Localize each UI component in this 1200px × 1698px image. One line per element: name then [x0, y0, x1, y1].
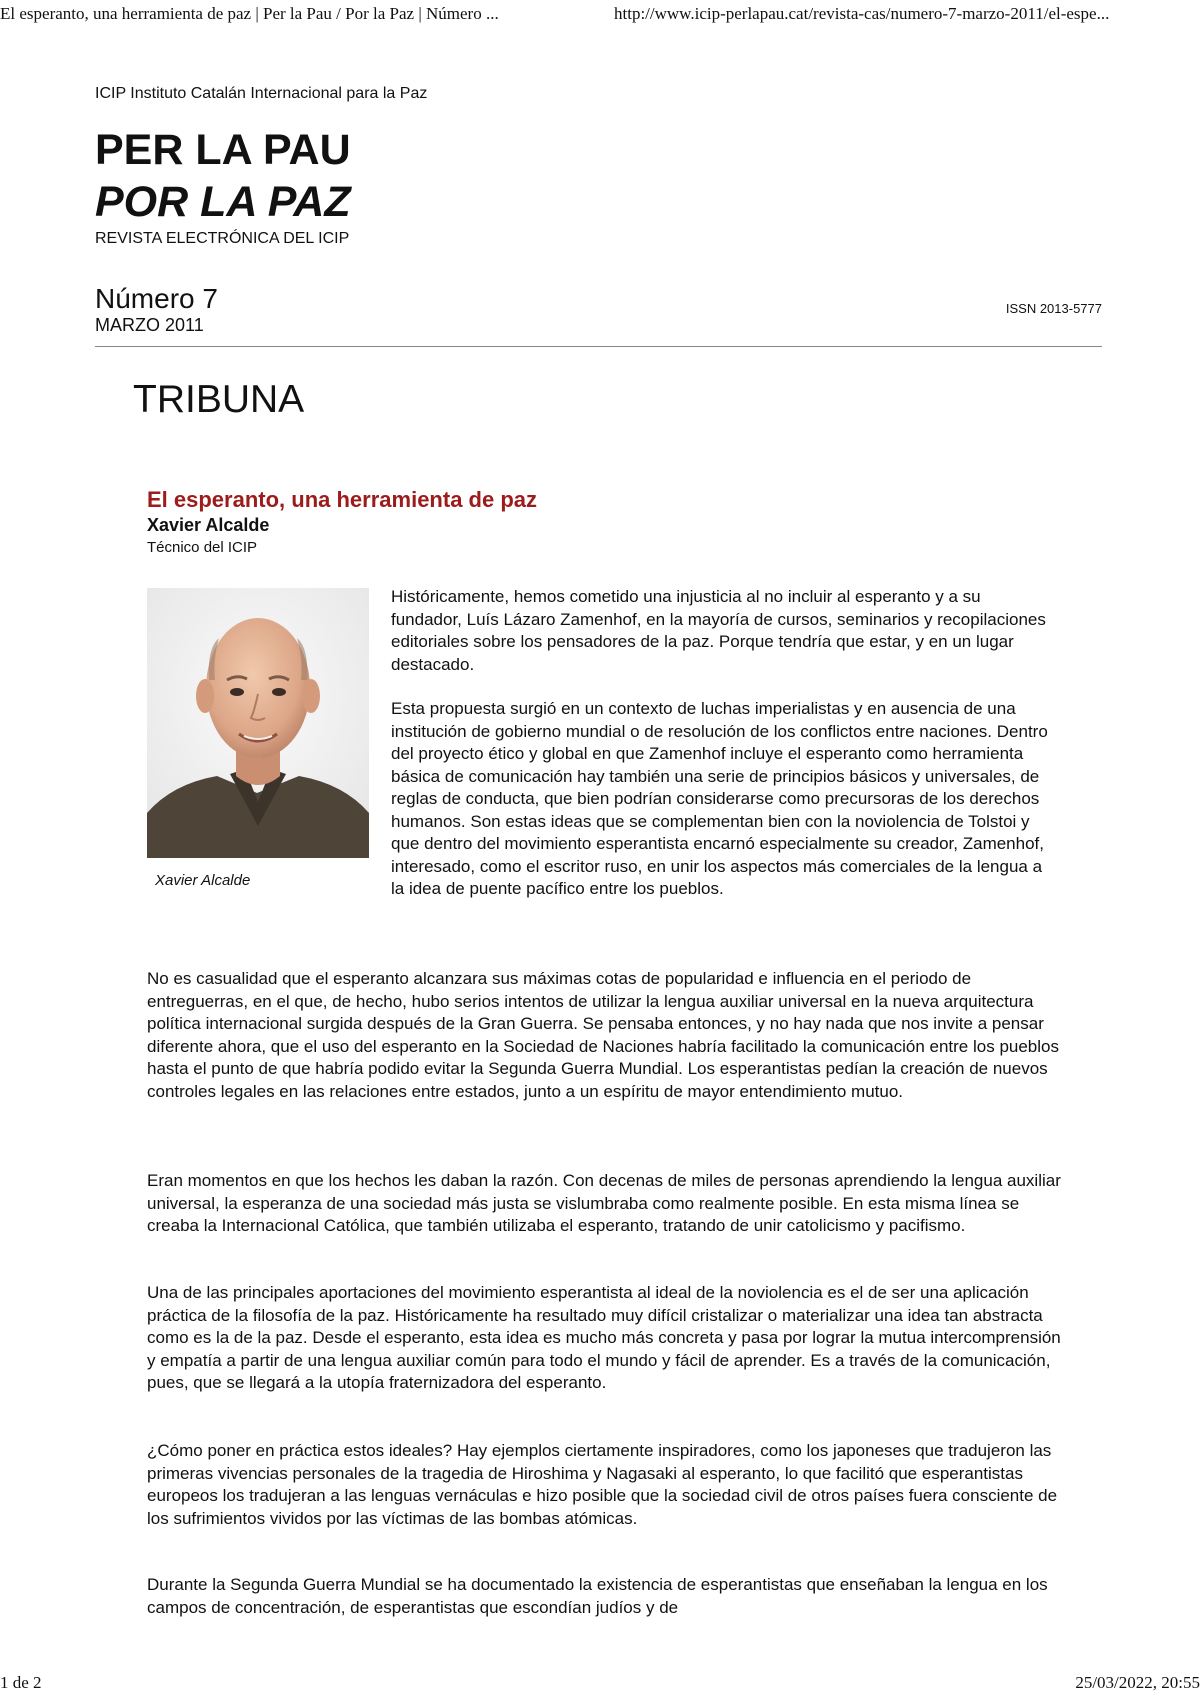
print-url: http://www.icip-perlapau.cat/revista-cas/numero-7-marzo-2011/el-espe...: [614, 4, 1110, 23]
print-header: [0, 4, 1200, 28]
author-role: Técnico del ICIP: [147, 539, 258, 556]
masthead-subtitle: REVISTA ELECTRÓNICA DEL ICIP: [95, 230, 350, 247]
masthead-title-line2: POR LA PAZ: [95, 178, 351, 226]
photo-caption: Xavier Alcalde: [155, 872, 251, 889]
header-divider: [95, 346, 1102, 347]
masthead-title-line1: PER LA PAU: [95, 126, 351, 174]
article-paragraph: No es casualidad que el esperanto alcanzara sus máximas cotas de popularidad e influencia en el periodo de entreguerras, en el que, de hecho, hubo serios intentos de utilizar la lengua auxiliar universal en la nueva arquitectura política internacional surgida después de la Gran Guerra. Se pensaba entonces, y no hay nada que nos invite a pensar diferente ahora, que el uso del esperanto en la Sociedad de Naciones habría facilitado la comunicación entre los pueblos hasta el punto de que habría podido evitar la Segunda Guerra Mundial. Los esperantistas pedían la creación de nuevos controles legales en las relaciones entre estados, junto a un espíritu de mayor entendimiento mutuo.: [147, 969, 1059, 1101]
issue-date: MARZO 2011: [95, 315, 204, 335]
article-title: El esperanto, una herramienta de paz: [147, 487, 538, 512]
section-title: TRIBUNA: [133, 378, 305, 421]
article-paragraph: Durante la Segunda Guerra Mundial se ha documentado la existencia de esperantistas que enseñaban la lengua en los campos de concentración, de esperantistas que escondían judíos y de: [147, 1575, 1048, 1617]
article-paragraph: Eran momentos en que los hechos les daban la razón. Con decenas de miles de personas aprendiendo la lengua auxiliar universal, la esperanza de una sociedad más justa se vislumbraba como realmente posible. En esta misma línea se creaba la Internacional Católica, que también utilizaba el esperanto, tratando de unir catolicismo y pacifismo.: [147, 1171, 1061, 1235]
page-indicator: 1 de 2: [0, 1673, 42, 1692]
issn: ISSN 2013-5777: [1005, 301, 1102, 316]
article-author: Xavier Alcalde: [147, 515, 270, 535]
org-name: ICIP Instituto Catalán Internacional para la Paz: [95, 85, 428, 102]
author-photo: [147, 588, 369, 858]
print-datetime: 25/03/2022, 20:55: [1075, 1673, 1200, 1692]
article-paragraph: Una de las principales aportaciones del movimiento esperantista al ideal de la noviolencia es el de ser una aplicación práctica de la filosofía de la paz. Históricamente ha resultado muy difícil cristalizar o materializar una idea tan abstracta como es la de la paz. Desde el esperanto, esta idea es mucho más concreta y pasa por lograr la mutua intercomprensión y empatía a partir de una lengua auxiliar común para todo el mundo y fácil de aprender. Es a través de la comunicación, pues, que se llegará a la utopía fraternizadora del esperanto.: [147, 1283, 1061, 1392]
article-paragraph: ¿Cómo poner en práctica estos ideales? Hay ejemplos ciertamente inspiradores, como los japoneses que tradujeron las primeras vivencias personales de la tragedia de Hiroshima y Nagasaki al esperanto, lo que facilitó que esperantistas europeos los tradujeran a las lenguas vernáculas e hizo posible que la sociedad civil de otros países fuera consciente de los sufrimientos vividos por las víctimas de las bombas atómicas.: [147, 1441, 1058, 1528]
print-page-title: El esperanto, una herramienta de paz | Per la Pau / Por la Paz | Número ...: [0, 4, 499, 23]
article-paragraph: Esta propuesta surgió en un contexto de luchas imperialistas y en ausencia de una institución de gobierno mundial o de resolución de los conflictos entre naciones. Dentro del proyecto ético y global en que Zamenhof incluye el esperanto como herramienta básica de comunicación hay también una serie de principios básicos y universales, de reglas de conducta, que bien podrían considerarse como precursoras de los derechos humanos. Son estas ideas que se complementan bien con la noviolencia de Tolstoi y que dentro del movimiento esperantista encarnó especialmente su creador, Zamenhof, interesado, como el escritor ruso, en unir los aspectos más comerciales de la lengua a la idea de puente pacífico entre los pueblos.: [391, 699, 1048, 898]
article-paragraph: Históricamente, hemos cometido una injusticia al no incluir al esperanto y a su fundador, Luís Lázaro Zamenhof, en la mayoría de cursos, seminarios y recopilaciones editoriales sobre los pensadores de la paz. Porque tendría que estar, y en un lugar destacado.: [391, 587, 1046, 674]
print-footer: [0, 1673, 1200, 1697]
issue-number: Número 7: [95, 283, 218, 314]
